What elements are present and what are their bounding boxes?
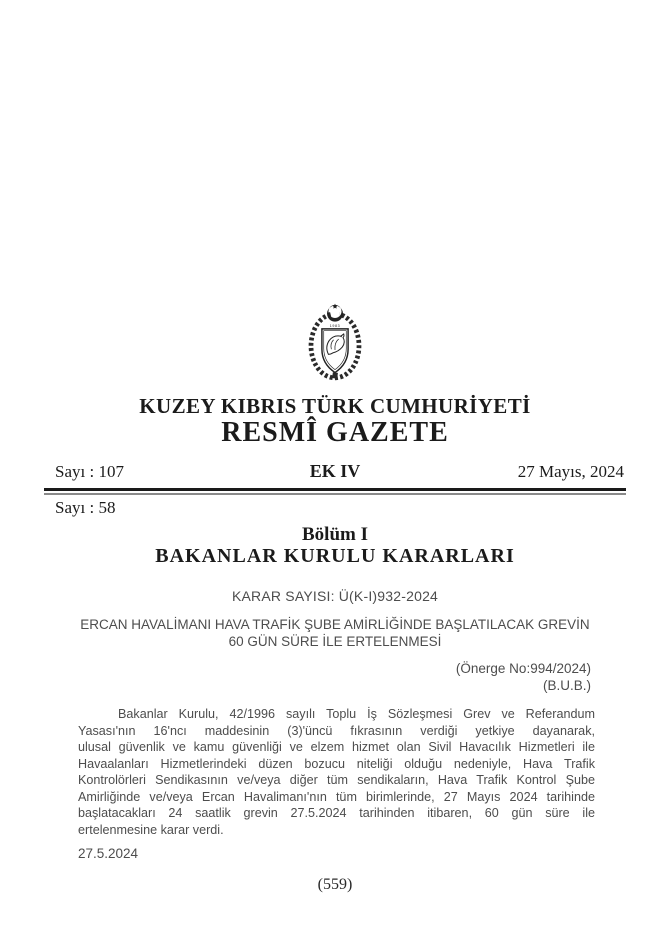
issue-number-secondary: Sayı : 58 bbox=[55, 498, 116, 517]
body-line: Havaalanları Hizmetlerindeki düzen bozucu niteliği olduğu nedeniyle, Hava Trafik bbox=[78, 756, 595, 771]
section-title: BAKANLAR KURULU KARARLARI bbox=[155, 545, 515, 567]
emblem-year: 1983 bbox=[329, 324, 341, 329]
decree-body-paragraph bbox=[78, 706, 595, 838]
body-line: ertelenmesine karar verdi. bbox=[78, 822, 224, 837]
coat-of-arms-icon bbox=[297, 302, 373, 382]
body-line: Yasası'nın 16'ncı maddesinin (3)'üncü fıkrasının verdiği yetkiye dayanarak, bbox=[78, 723, 595, 738]
body-line: Bakanlar Kurulu, 42/1996 sayılı Toplu İş Sözleşmesi Grev ve Referandum bbox=[118, 707, 595, 721]
masthead-country: KUZEY KIBRIS TÜRK CUMHURİYETİ bbox=[139, 394, 531, 418]
decree-date: 27.5.2024 bbox=[78, 846, 139, 861]
supplement-label: EK IV bbox=[309, 461, 361, 481]
decree-decision-number: KARAR SAYISI: Ü(K-I)932-2024 bbox=[231, 588, 439, 604]
section-part-heading: Bölüm I bbox=[302, 524, 368, 545]
decree-subject bbox=[40, 616, 630, 650]
decree-block bbox=[0, 588, 670, 862]
body-line: Amirliğinde ve/veya Ercan Havalimanı'nın tüm birimlerinde, 27 Mayıs 2024 tarihinde bbox=[78, 789, 595, 804]
shield-dove-icon bbox=[322, 329, 348, 373]
body-line: ulusal güvenlik ve kamu güvenliği ve elzem hizmet olan Sivil Havacılık Hizmetleri ile bbox=[78, 740, 595, 754]
proposal-number: (Önerge No:994/2024) bbox=[455, 661, 591, 676]
issue-header-row bbox=[44, 461, 626, 482]
issue-date: 27 Mayıs, 2024 bbox=[517, 462, 624, 481]
page-number: (559) bbox=[317, 876, 353, 893]
masthead-gazette-title: RESMÎ GAZETE bbox=[221, 417, 449, 448]
header-double-rule bbox=[44, 488, 626, 495]
proposal-org: (B.U.B.) bbox=[542, 678, 591, 693]
body-line: başlatacakları 24 saatlik grevin 27.5.2024 tarihinden itibaren, 60 gün süre ile bbox=[78, 806, 595, 820]
body-line: Kontrolörleri Sendikasının ve/veya diğer tüm sendikaların, Hava Trafik Kontrol Şube bbox=[78, 773, 595, 787]
proposal-reference bbox=[0, 660, 591, 694]
decree-subject-line: 60 GÜN SÜRE İLE ERTELENMESİ bbox=[228, 634, 442, 649]
issue-number: Sayı : 107 bbox=[55, 462, 124, 481]
decree-subject-line: ERCAN HAVALİMANI HAVA TRAFİK ŞUBE AMİRLİĞİNDE BAŞLATILACAK GREVİN bbox=[80, 617, 590, 632]
trnc-emblem bbox=[297, 302, 373, 382]
